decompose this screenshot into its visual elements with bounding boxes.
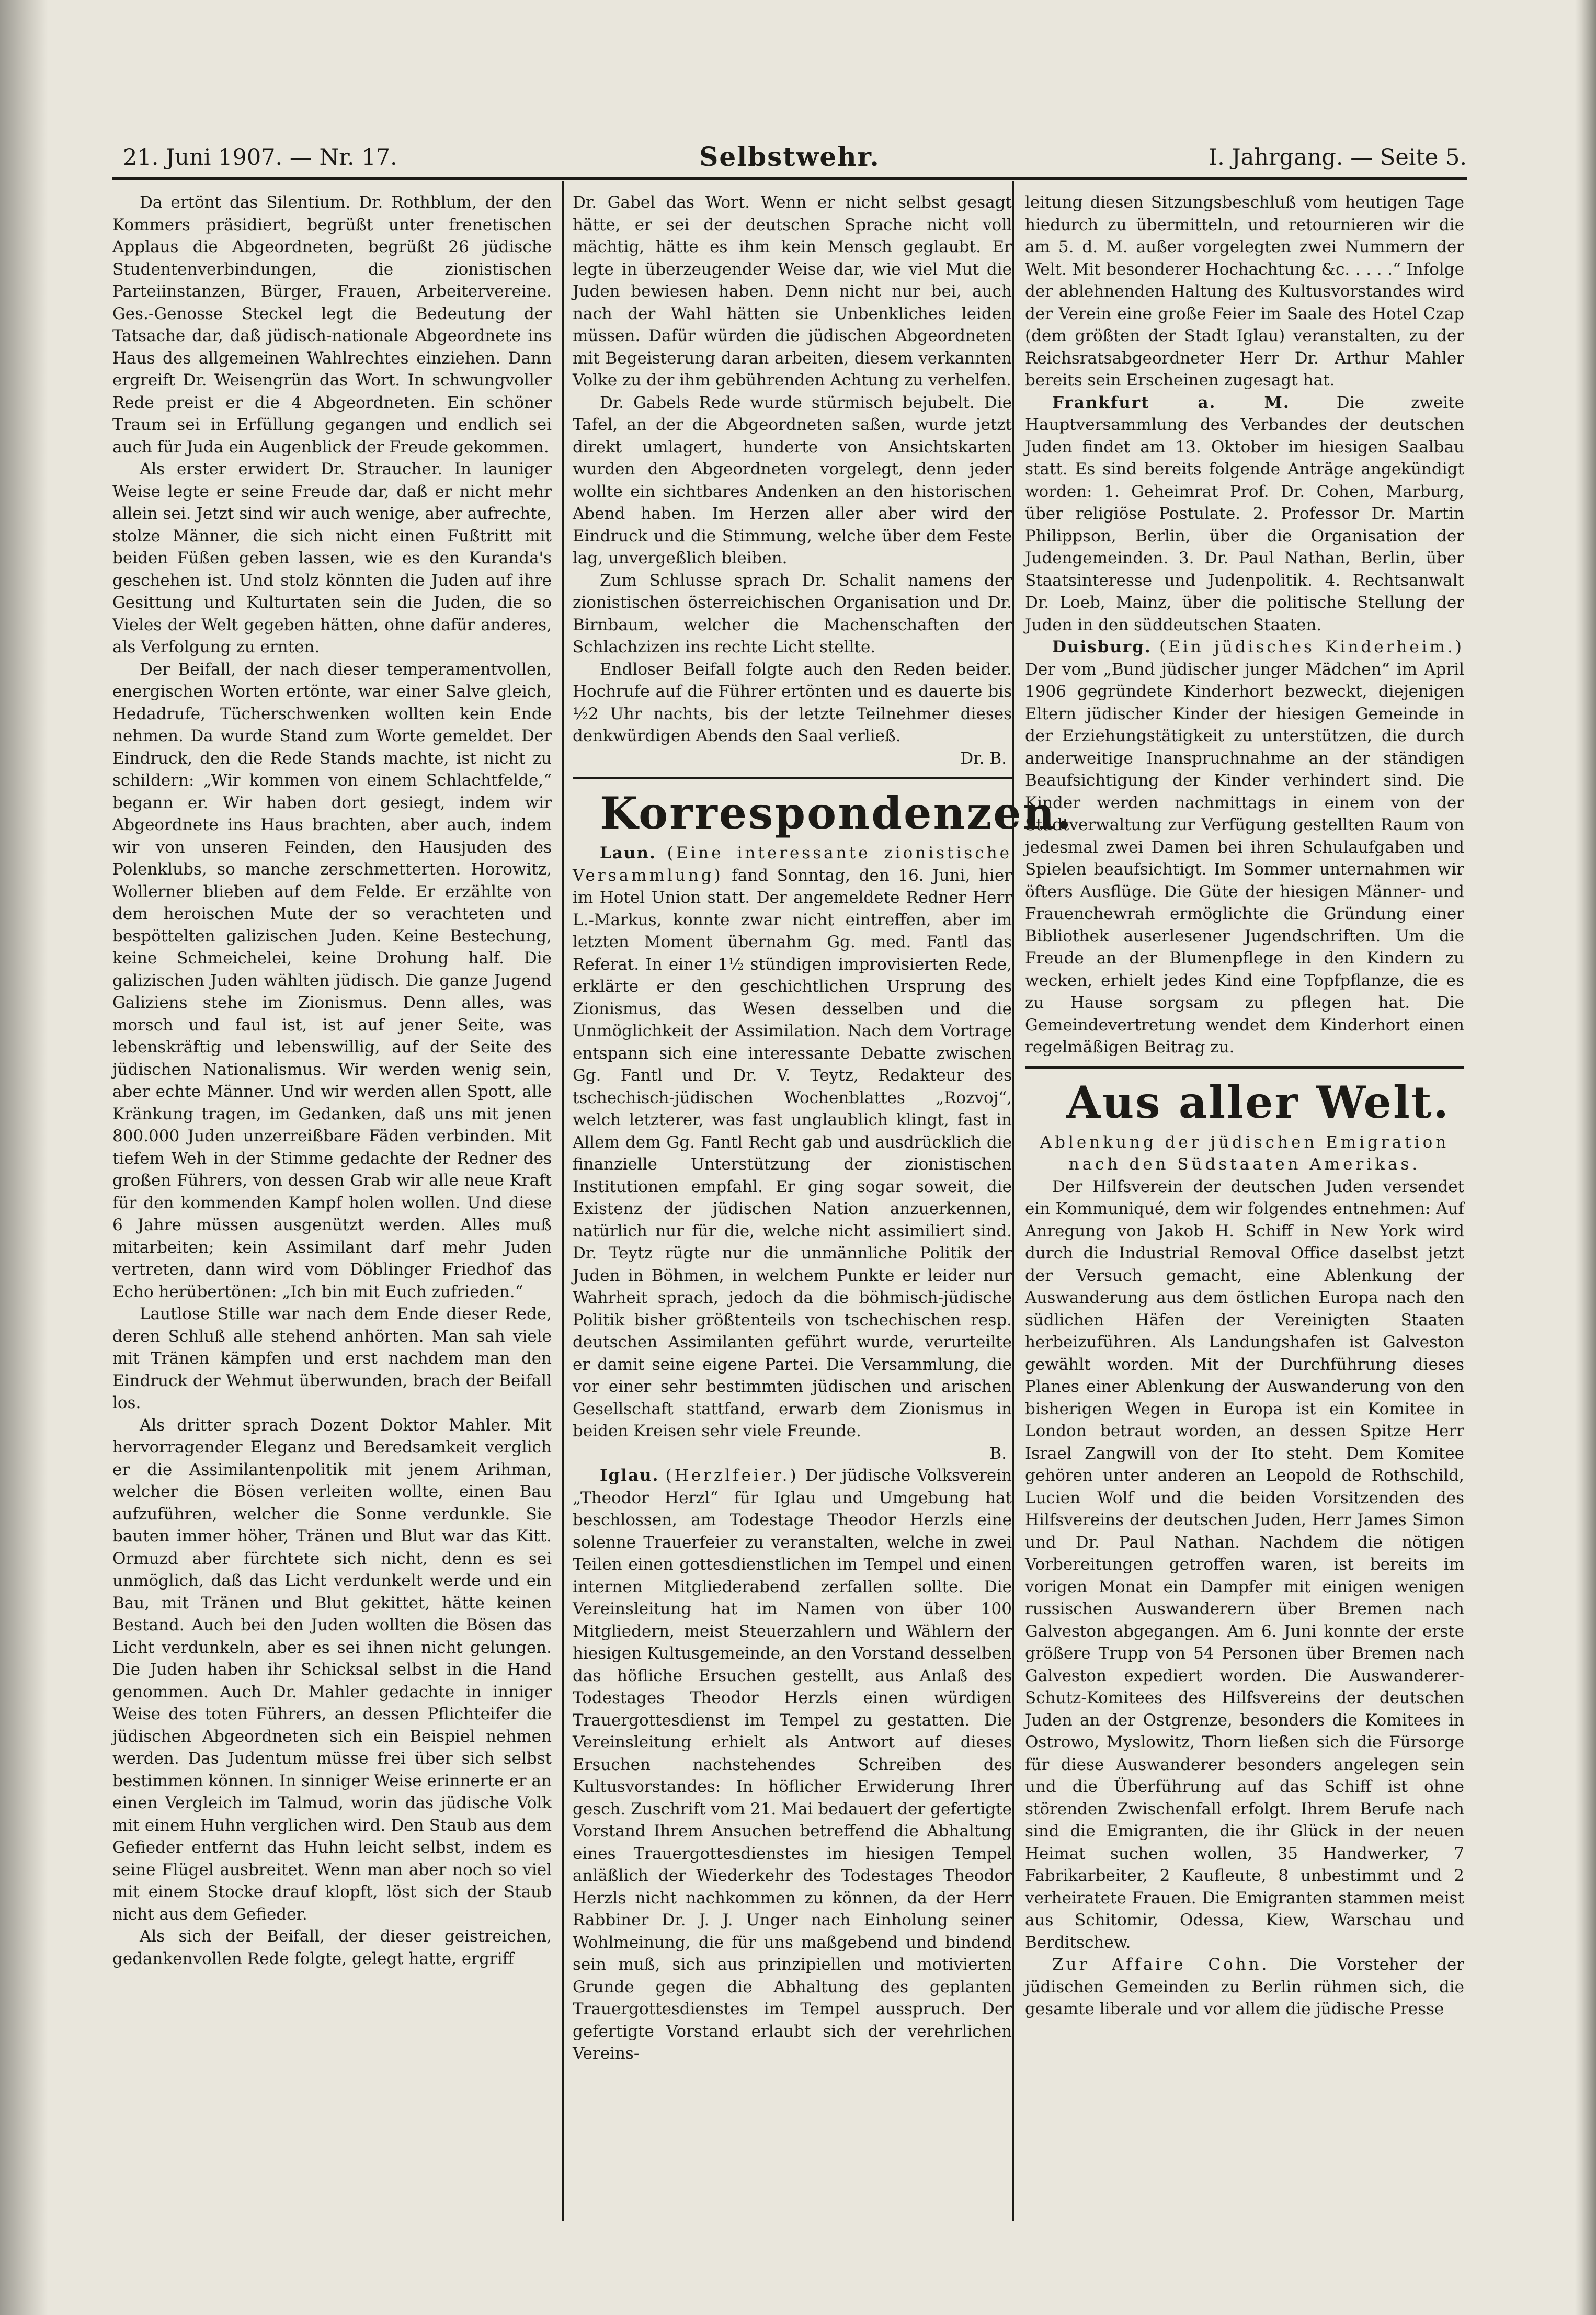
- paragraph: Als dritter sprach Dozent Doktor Mahler. Mit hervorragender Eleganz und Beredsamkeit verglich er die Assimilantenpolitik mit jenem Arihman, welcher die Bösen verleiten wollte, einen Bau aufzuführen, welcher die Sonne verdunkle. Sie bauten immer höher, Tränen und Blut war das Kitt. Ormuzd aber fürchtete sich nicht, denn es sei unmöglich, daß das Licht verdunkelt werde und ein Bau, mit Tränen und Blut gekittet, hätte keinen Bestand. Auch bei den Juden wollten die Bösen das Licht verdunkeln, aber es sei ihnen nicht gelungen. Die Juden haben ihr Schicksal selbst in die Hand genommen. Auch Dr. Mahler gedachte in inniger Weise des toten Führers, an dessen Pflichteifer die jüdischen Abgeordneten sich ein Beispiel nehmen werden. Das Judentum müsse frei über sich selbst bestimmen können. In sinniger Weise erinnerte er an einen Vergleich im Talmud, worin das jüdische Volk mit einem Huhn verglichen wird. Den Staub aus dem Gefieder entfernt das Huhn leicht selbst, indem es seine Flügel ausbreitet. Wenn man aber noch so viel mit einem Stocke drauf klopft, löst sich der Staub nicht aus dem Gefieder.: [112, 1415, 552, 1924]
- report-subtitle: (Herzlfeier.): [665, 1466, 799, 1485]
- paragraph: leitung diesen Sitzungsbeschluß vom heutigen Tage hiedurch zu übermitteln, und retournieren wir die am 5. d. M. außer vorgelegten zwei Nummern der Welt. Mit besonderer Hochachtung &c. . . . .“ Infolge der ablehnenden Haltung des Kultusvorstandes wird der Verein eine große Feier im Saale des Hotel Czap (dem größten der Stadt Iglau) veranstalten, zu der Reichsratsabgeordneter Herr Dr. Arthur Mahler bereits sein Erscheinen zugesagt hat.: [1025, 193, 1464, 390]
- paragraph: Dr. Gabels Rede wurde stürmisch bejubelt. Die Tafel, an der die Abgeordneten saßen, wurde jetzt direkt umlagert, hunderte von Ansichtskarten wurden den Abgeordneten vorgelegt, denn jeder wollte ein sichtbares Andenken an den historischen Abend haben. Im Herzen aller aber wird der Eindruck und die Stimmung, welche über dem Feste lag, unvergeßlich bleiben.: [573, 393, 1012, 568]
- section-title-aus-aller-welt: Aus aller Welt.: [1066, 1076, 1450, 1128]
- issue-date: 21. Juni 1907. — Nr. 17.: [123, 144, 397, 171]
- paragraph: Lautlose Stille war nach dem Ende dieser Rede, deren Schluß alle stehend anhörten. Man sah viele mit Tränen kämpfen und erst nachdem man den Eindruck der Wehmut überwunden, brach der Beifall los.: [112, 1304, 552, 1412]
- newspaper-page: [112, 141, 1467, 2254]
- column-divider-2: [1012, 181, 1014, 2221]
- signature: Dr. B.: [960, 748, 1007, 768]
- signature: B.: [989, 1444, 1007, 1463]
- paragraph: Dr. Gabel das Wort. Wenn er nicht selbst gesagt hätte, er sei der deutschen Sprache nicht voll mächtig, hätte es ihm kein Mensch geglaubt. Er legte in überzeugender Weise dar, wie viel Mut die Juden bewiesen haben. Denn nicht nur bei, auch nach der Wahl hätten sie Unbenkliches leiden müssen. Dafür würden die jüdischen Abgeordneten mit Begeisterung daran arbeiten, diesem verkannten Volke zu der ihm gebührenden Achtung zu verhelfen.: [573, 193, 1012, 390]
- paragraph: Als sich der Beifall, der dieser geistreichen, gedankenvollen Rede folgte, gelegt hatte, ergriff: [112, 1927, 552, 1968]
- place-name: Laun.: [600, 844, 656, 863]
- place-name: Iglau.: [600, 1466, 659, 1485]
- masthead-title: Selbstwehr.: [699, 141, 880, 172]
- column-divider-1: [562, 181, 564, 2221]
- report-laun: [573, 842, 1012, 1443]
- paragraph: Der Beifall, der nach dieser temperamentvollen, energischen Worten ertönte, war einer Salve gleich, Hedadrufe, Tücherschwenken wollten kein Ende nehmen. Da wurde Stand zum Worte gemeldet. Der Eindruck, den die Rede Stands machte, ist nicht zu schildern: „Wir kommen von einem Schlachtfelde,“ begann er. Wir haben dort gesiegt, indem wir Abgeordnete ins Haus brachten, aber auch, indem wir von unseren Feinden, den Hausjuden des Polenklubs, so manche zerschmetterten. Horowitz, Wollerner blieben auf dem Felde. Er erzählte von dem heroischen Mute der so verachteten und bespöttelten galizischen Juden. Keine Bestechung, keine Schmeichelei, keine Drohung half. Die galizischen Juden wählten jüdisch. Die ganze Jugend Galiziens stehe im Zionismus. Denn alles, was morsch und faul ist, ist auf jener Seite, was lebenskräftig und lebenswillig, auf der Seite des jüdischen Nationalismus. Wir werden wenig sein, aber echte Männer. Und wir werden allen Spott, alle Kränkung tragen, im Gedanken, daß uns mit jenen 800.000 Juden unzerreißbare Fäden verbinden. Mit tiefem Weh in der Stimme gedachte der Redner des großen Führers, von dessen Grab wir alle neue Kraft für den kommenden Kampf holen wollen. Und diese 6 Jahre müssen ausgenützt werden. Alles muß mitarbeiten; kein Assimilant darf mehr Juden vertreten, dann wird vom Döblinger Friedhof das Echo herübertönen: „Ich bin mit Euch zufrieden.“: [112, 660, 552, 1301]
- paragraph: Der Hilfsverein der deutschen Juden versendet ein Kommuniqué, dem wir folgendes entnehmen: Auf Anregung von Jakob H. Schiff in New York wird durch die Industrial Removal Office daselbst jetzt der Versuch gemacht, eine Ablenkung der Auswanderung aus dem östlichen Europa nach den südlichen Häfen der Vereinigten Staaten herbeizuführen. Als Landungshafen ist Galveston gewählt worden. Mit der Durchführung dieses Planes einer Ablenkung der Auswanderung von den bisherigen Wegen in Europa ist ein Komitee in London betraut worden, an dessen Spitze Herr Israel Zangwill von der Ito steht. Dem Komitee gehören unter anderen an Leopold de Rothschild, Lucien Wolf und die beiden Vorsitzenden des Hilfsvereins der deutschen Juden, Herr James Simon und Dr. Paul Nathan. Nachdem die nötigen Vorbereitungen getroffen waren, ist bereits im vorigen Monat ein Dampfer mit einigen wenigen russischen Auswanderern über Bremen nach Galveston abgegangen. Am 6. Juni konnte der erste größere Trupp von 54 Personen über Bremen nach Galveston expediert worden. Die Auswanderer-Schutz-Komitees des Hilfsvereins der deutschen Juden an der Ostgrenze, besonders die Komitees in Ostrowo, Myslowitz, Thorn ließen sich die Fürsorge für diese Auswanderer besonders angelegen sein und die Überführung auf das Schiff ist ohne störenden Zwischenfall erfolgt. Ihrem Berufe nach sind die Emigranten, die ihr Glück in der neuen Heimat suchen wollen, 35 Handwerker, 7 Fabrikarbeiter, 2 Kaufleute, 8 unbestimmt und 2 verheiratete Frauen. Die Emigranten stammen meist aus Schitomir, Odessa, Kiew, Warschau und Berditschew.: [1025, 1177, 1464, 1952]
- report-iglau: [573, 1465, 1012, 2065]
- report-body: Der jüdische Volksverein „Theodor Herzl“ für Iglau und Umgebung hat beschlossen, am Todestage Theodor Herzls eine solenne Trauerfeier zu veranstalten, welche in zwei Teilen einen gottesdienstlichen im Tempel und einen internen Mitgliederabend zerfallen sollte. Die Vereinsleitung hat im Namen von über 100 Mitgliedern, meist Steuerzahlern und Wählern der hiesigen Kultusgemeinde, an den Vorstand desselben das höfliche Ersuchen gestellt, aus Anlaß des Todestages Theodor Herzls einen würdigen Trauergottesdienst im Tempel zu gestatten. Die Vereinsleitung erhielt als Antwort auf dieses Ersuchen nachstehendes Schreiben des Kultusvorstandes: In höflicher Erwiderung Ihrer gesch. Zuschrift vom 21. Mai bedauert der gefertigte Vorstand Ihrem Ansuchen betreffend die Abhaltung eines Trauergottesdienstes im hiesigen Tempel anläßlich der Wiederkehr des Todestages Theodor Herzls nicht nachkommen zu können, da der Herr Rabbiner Dr. J. J. Unger nach Einholung seiner Wohlmeinung, die für uns maßgebend und bindend sein muß, sich aus prinzipiellen und motivierten Grunde gegen die Abhaltung des geplanten Trauergottesdienstes im Tempel ausspruch. Der gefertigte Vorstand erlaubt sich der verehrlichen Vereins-: [573, 1466, 1012, 2063]
- section-rule: [573, 777, 1012, 779]
- section-title-korrespondenzen: Korrespondenzen.: [600, 787, 1073, 839]
- report-frankfurt: [1025, 392, 1464, 637]
- volume-page-number: I. Jahrgang. — Seite 5.: [1209, 144, 1467, 171]
- scan-right-edge: [1575, 0, 1596, 2315]
- header-rule: [112, 177, 1467, 180]
- paragraph: Da ertönt das Silentium. Dr. Rothblum, der den Kommers präsidiert, begrüßt unter frenetischen Applaus die Abgeordneten, begrüßt 26 jüdische Studentenverbindungen, die zionistischen Parteiinstanzen, Bürger, Frauen, Arbeitervereine. Ges.-Genosse Steckel legt die Bedeutung der Tatsache dar, daß jüdisch-nationale Abgeordnete ins Haus des allgemeinen Wahlrechtes einziehen. Dann ergreift Dr. Weisengrün das Wort. In schwungvoller Rede preist er die 4 Abgeordneten. Ein schöner Traum sei in Erfüllung gegangen und endlich sei auch für Juda ein Augenblick der Freude gekommen.: [112, 193, 552, 457]
- article-headline: Zur Affaire Cohn.: [1052, 1955, 1270, 1974]
- report-subtitle: (Eine interessante zionistische Versammlung): [573, 844, 1012, 885]
- report-body: fand Sonntag, den 16. Juni, hier im Hotel Union statt. Der angemeldete Redner Herr L.-Markus, konnte zwar nicht eintreffen, aber im letzten Moment übernahm Gg. med. Fantl das Referat. In einer 1½ stündigen improvisierten Rede, erklärte er den geschichtlichen Ursprung des Zionismus, das Wesen desselben und die Unmöglichkeit der Assimilation. Nach dem Vortrage entspann sich eine interessante Debatte zwischen Gg. Fantl und Dr. V. Teytz, Redakteur des tschechisch-jüdischen Wochenblattes „Rozvoj“, welch letzterer, was fast unglaublich klingt, fast in Allem dem Gg. Fantl Recht gab und ausdrücklich die finanzielle Unterstützung der zionistischen Institutionen empfahl. Er ging sogar soweit, die Existenz der jüdischen Nation anzuerkennen, natürlich nur für die, welche nicht assimiliert sind. Dr. Teytz rügte nur die unmännliche Politik der Juden in Böhmen, in welchem Punkte er leider nur Wahrheit sprach, jedoch da die böhmisch-jüdische Politik bisher größtenteils von tschechischen resp. deutschen Assimilanten geführt wurde, verurteilte er damit seine eigene Partei. Die Versammlung, die vor einer sehr bestimmten jüdischen und arischen Gesellschaft stattfand, erwarb dem Zionismus in beiden Kreisen sehr viele Freunde.: [573, 866, 1012, 1440]
- column-2: [573, 191, 1073, 2221]
- place-name: Duisburg.: [1052, 638, 1152, 656]
- column-3: [1025, 191, 1464, 2221]
- paragraph: Als erster erwidert Dr. Straucher. In launiger Weise legte er seine Freude dar, daß er nicht mehr allein sei. Jetzt sind wir auch wenige, aber aufrechte, stolze Männer, die sich nicht einen Fußtritt mit beiden Füßen geben lassen, wie es den Kuranda's geschehen ist. Und stolz könnten die Juden auf ihre Gesittung und Kulturtaten sein die Juden, die so Vieles der Welt gegeben hätten, ohne dafür anderes, als Verfolgung zu ernten.: [112, 460, 552, 656]
- report-duisburg: [1025, 636, 1464, 1059]
- place-name: Frankfurt a. M.: [1052, 393, 1290, 412]
- section-rule: [1025, 1066, 1464, 1069]
- report-body: Der vom „Bund jüdischer junger Mädchen“ im April 1906 gegründete Kinderhort bezweckt, diejenigen Eltern jüdischer Kinder der hiesigen Gemeinde in der Erziehungstätigkeit zu unterstützen, die durch anderweitige Inanspruchnahme an der ständigen Beaufsichtigung der Kinder verhindert sind. Die Kinder werden nachmittags in einem von der Stadtverwaltung zur Verfügung gestellten Raum von jedesmal zwei Damen bei ihren Schulaufgaben und Spielen beaufsichtigt. Im Sommer unternahmen wir öfters Ausflüge. Die Güte der hiesigen Männer- und Frauenchewrah ermöglichte die Gründung einer Bibliothek auserlesener Jugendschriften. Um die Freude an der Blumenpflege in den Kindern zu wecken, erhielt jedes Kind eine Topfpflanze, die es zu Hause sorgsam zu pflegen hat. Die Gemeindevertretung wendet dem Kinderhort einen regelmäßigen Beitrag zu.: [1025, 660, 1464, 1057]
- report-body: Die zweite Hauptversammlung des Verbandes der deutschen Juden findet am 13. Oktober im hiesigen Saalbau statt. Es sind bereits folgende Anträge angekündigt worden: 1. Geheimrat Prof. Dr. Cohen, Marburg, über religiöse Postulate. 2. Professor Dr. Martin Philippson, Berlin, über die Organisation der Judengemeinden. 3. Dr. Paul Nathan, Berlin, über Staatsinteresse und Judenpolitik. 4. Rechtsanwalt Dr. Loeb, Mainz, über die politische Stellung der Juden in den süddeutschen Staaten.: [1025, 393, 1465, 634]
- scan-binding-shadow: [0, 0, 48, 2315]
- paragraph: Zum Schlusse sprach Dr. Schalit namens der zionistischen österreichischen Organisation und Dr. Birnbaum, welcher die Machenschaften der Schlachzizen ins rechte Licht stellte.: [573, 571, 1012, 656]
- report-body: Die Vorsteher der jüdischen Gemeinden zu Berlin rühmen sich, die gesamte liberale und vor allem die jüdische Presse: [1025, 1955, 1464, 2018]
- report-cohn: [1025, 1954, 1464, 2021]
- report-subtitle: (Ein jüdisches Kinderheim.): [1159, 638, 1464, 656]
- column-1: [112, 191, 552, 2221]
- page-header: [112, 141, 1467, 173]
- article-headline: Ablenkung der jüdischen Emigration nach den Südstaaten Amerikas.: [1040, 1132, 1450, 1174]
- paragraph: Endloser Beifall folgte auch den Reden beider. Hochrufe auf die Führer ertönten und es dauerte bis ½2 Uhr nachts, bis der letzte Teilnehmer dieses denkwürdigen Abends den Saal verließ.: [573, 660, 1012, 745]
